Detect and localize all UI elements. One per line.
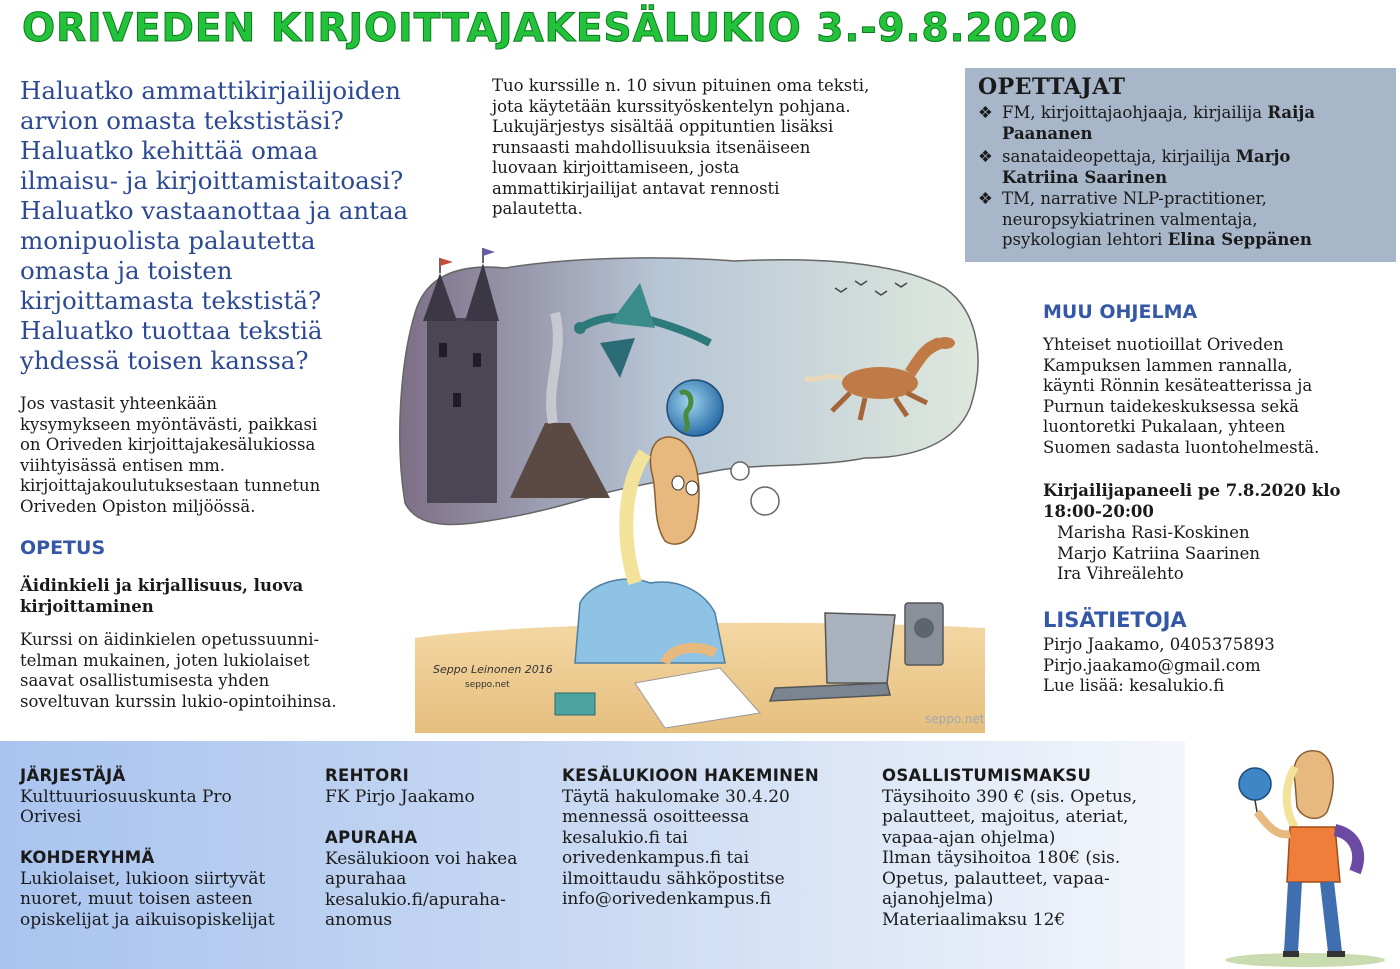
question-line: Haluatko ammattikirjailijoiden (20, 76, 401, 105)
teacher-name: Paananen (1002, 123, 1093, 143)
opetus-heading: OPETUS (20, 537, 106, 559)
intro-line: on Oriveden kirjoittajakesälukiossa (20, 435, 316, 454)
intro-line: kysymykseen myöntävästi, paikkasi (20, 414, 318, 434)
kohderyhma-line: Lukiolaiset, lukioon siirtyvät (20, 868, 266, 889)
panel-title-line: 18:00-20:00 (1043, 501, 1154, 521)
diamond-bullet-icon: ❖ (978, 189, 993, 208)
hakeminen-link[interactable]: orivedenkampus.fi tai (562, 848, 750, 868)
muu-line: Kampuksen lammen rannalla, (1043, 355, 1293, 375)
calculator-drawing (555, 693, 595, 715)
maksu-line: Ilman täysihoitoa 180€ (sis. (882, 848, 1121, 868)
jarjestaja-heading: JÄRJESTÄJÄ (20, 766, 126, 785)
intro-line: viihtyisässä entisen mm. (20, 455, 225, 475)
teacher-title: FM, kirjoittajaohjaaja, kirjailija (1002, 103, 1263, 122)
apuraha-section (325, 828, 517, 931)
intro-questions (20, 76, 460, 376)
artist-signature: Seppo Leinonen 2016 (433, 663, 553, 676)
muu-line: Yhteiset nuotioillat Oriveden (1043, 335, 1284, 354)
question-line: yhdessä toisen kanssa? (20, 346, 309, 375)
intro-line: kirjoittajakoulutuksestaan tunnetun (20, 476, 321, 495)
panel-members (1057, 523, 1260, 585)
apuraha-heading: APURAHA (325, 828, 418, 847)
hakeminen-line: ilmoittaudu sähköpostitse (562, 868, 785, 889)
opetus-text (20, 630, 337, 712)
globe-drawing (1239, 768, 1271, 800)
course-line: palautetta. (492, 199, 583, 218)
panel-title (1043, 481, 1341, 522)
teacher-name: Katriina Saarinen (1002, 167, 1168, 187)
teacher-title: neuropsykiatrinen valmentaja, (1002, 209, 1258, 229)
opetus-line: Kurssi on äidinkielen opetussuunni- (20, 630, 320, 649)
jarjestaja-line: Orivesi (20, 807, 82, 827)
panel-title-line: Kirjailijapaneeli pe 7.8.2020 klo (1043, 481, 1341, 500)
subject-line: kirjoittaminen (20, 596, 154, 616)
muu-line: Suomen sadasta luontohelmestä. (1043, 437, 1320, 457)
opetus-subject (20, 576, 303, 617)
apuraha-line: Kesälukioon voi hakea (325, 848, 518, 869)
maksu-line: Materiaalimaksu 12€ (882, 909, 1066, 930)
subject-line: Äidinkieli ja kirjallisuus, luova (20, 576, 304, 595)
panel-member: Ira Vihreälehto (1057, 564, 1184, 583)
intro-line: Oriveden Opiston miljöössä. (20, 496, 256, 516)
muu-ohjelma-heading: MUU OHJELMA (1043, 301, 1198, 323)
maksu-line: palautteet, majoitus, ateriat, (882, 807, 1129, 827)
question-line: monipuolista palautetta (20, 226, 316, 255)
maksu-section (882, 766, 1137, 930)
rehtori-heading: REHTORI (325, 766, 410, 785)
maksu-line: ajanohjelma) (882, 889, 994, 909)
hakeminen-line: Täytä hakulomake 30.4.20 (562, 786, 790, 807)
hakeminen-section (562, 766, 819, 910)
muu-line: Purnun taidekeskuksessa sekä (1043, 396, 1299, 416)
maksu-line: Täysihoito 390 € (sis. Opetus, (882, 786, 1138, 807)
question-line: Haluatko vastaanottaa ja antaa (20, 196, 409, 225)
apuraha-link[interactable]: anomus (325, 910, 393, 930)
question-line: arvion omasta tekstistäsi? (20, 106, 344, 135)
kohderyhma-line: opiskelijat ja aikuisopiskelijat (20, 909, 275, 930)
muu-line: käynti Rönnin kesäteatterissa ja (1043, 376, 1313, 395)
course-line: ammattikirjailijat antavat rennosti (492, 178, 780, 198)
opetus-line: telman mukainen, joten lukiolaiset (20, 650, 310, 670)
question-line: omasta ja toisten (20, 256, 233, 285)
watermark-text: seppo.net (925, 712, 985, 726)
artist-signature-url: seppo.net (465, 680, 510, 690)
lisatietoja-text (1043, 635, 1275, 697)
thought-bubble (731, 462, 749, 480)
teacher-name: Raija (1267, 103, 1316, 122)
contact-email[interactable]: Pirjo.jaakamo@gmail.com (1043, 655, 1261, 675)
contact-phone: Pirjo Jaakamo, 0405375893 (1043, 635, 1275, 654)
muu-line: luontoretki Pukalaan, yhteen (1043, 417, 1286, 436)
apuraha-link[interactable]: kesalukio.fi/apuraha- (325, 889, 506, 910)
intro-line: Jos vastasit yhteenkään (20, 394, 218, 413)
teacher-title: sanataideopettaja, kirjailija (1002, 147, 1231, 166)
teacher-title: TM, narrative NLP-practitioner, (1002, 189, 1267, 208)
rehtori-line: FK Pirjo Jaakamo (325, 786, 475, 807)
jarjestaja-section (20, 766, 232, 828)
course-line: Tuo kurssille n. 10 sivun pituinen oma teksti, (492, 76, 870, 95)
opetus-line: saavat osallistumisesta yhden (20, 671, 270, 690)
maksu-line: Opetus, palautteet, vapaa- (882, 868, 1110, 889)
hakeminen-email[interactable]: info@orivedenkampus.fi (562, 889, 772, 909)
course-description (492, 76, 869, 220)
question-line: Haluatko tuottaa tekstiä (20, 316, 323, 345)
question-line: kirjoittamasta tekstistä? (20, 286, 322, 315)
jarjestaja-line: Kulttuuriosuuskunta Pro (20, 786, 232, 807)
panel-member: Marjo Katriina Saarinen (1057, 543, 1261, 563)
muu-ohjelma-text (1043, 335, 1319, 458)
panel-member: Marisha Rasi-Koskinen (1057, 523, 1250, 542)
maksu-heading: OSALLISTUMISMAKSU (882, 766, 1092, 785)
lisatietoja-heading: LISÄTIETOJA (1043, 608, 1187, 632)
teacher-name: Elina Seppänen (1167, 230, 1312, 249)
standing-horse-illustration (1195, 742, 1400, 969)
diamond-bullet-icon: ❖ (978, 103, 993, 122)
course-line: Lukujärjestys sisältää oppituntien lisäksi (492, 117, 834, 136)
hakeminen-link[interactable]: kesalukio.fi tai (562, 827, 688, 848)
kohderyhma-section (20, 848, 275, 930)
rehtori-section (325, 766, 475, 807)
maksu-line: vapaa-ajan ohjelma) (882, 827, 1056, 848)
teacher-title: psykologian lehtori (1002, 230, 1163, 249)
intro-paragraph (20, 394, 320, 517)
page-title: ORIVEDEN KIRJOITTAJAKESÄLUKIO 3.-9.8.2020 (22, 6, 1078, 51)
teachers-heading: OPETTAJAT (978, 74, 1126, 100)
thought-bubble (751, 487, 779, 515)
opetus-line: soveltuvan kurssin lukio-opintoihinsa. (20, 691, 337, 711)
apuraha-line: apurahaa (325, 869, 407, 889)
question-line: Haluatko kehittää omaa (20, 136, 319, 165)
hakeminen-line: mennessä osoitteessa (562, 807, 750, 827)
course-line: runsaasti mahdollisuuksia itsenäiseen (492, 137, 811, 157)
teacher-name: Marjo (1235, 147, 1291, 166)
kohderyhma-line: nuoret, muut toisen asteen (20, 889, 253, 909)
more-info-link[interactable]: Lue lisää: kesalukio.fi (1043, 676, 1225, 695)
cartoon-illustration (395, 243, 985, 733)
hakeminen-heading: KESÄLUKIOON HAKEMINEN (562, 766, 819, 785)
course-line: jota käytetään kurssityöskentelyn pohjana. (492, 96, 851, 116)
course-line: luovaan kirjoittamiseen, josta (492, 158, 740, 177)
globe-drawing (667, 380, 723, 436)
diamond-bullet-icon: ❖ (978, 147, 993, 166)
kohderyhma-heading: KOHDERYHMÄ (20, 848, 155, 867)
question-line: ilmaisu- ja kirjoittamistaitoasi? (20, 166, 404, 195)
